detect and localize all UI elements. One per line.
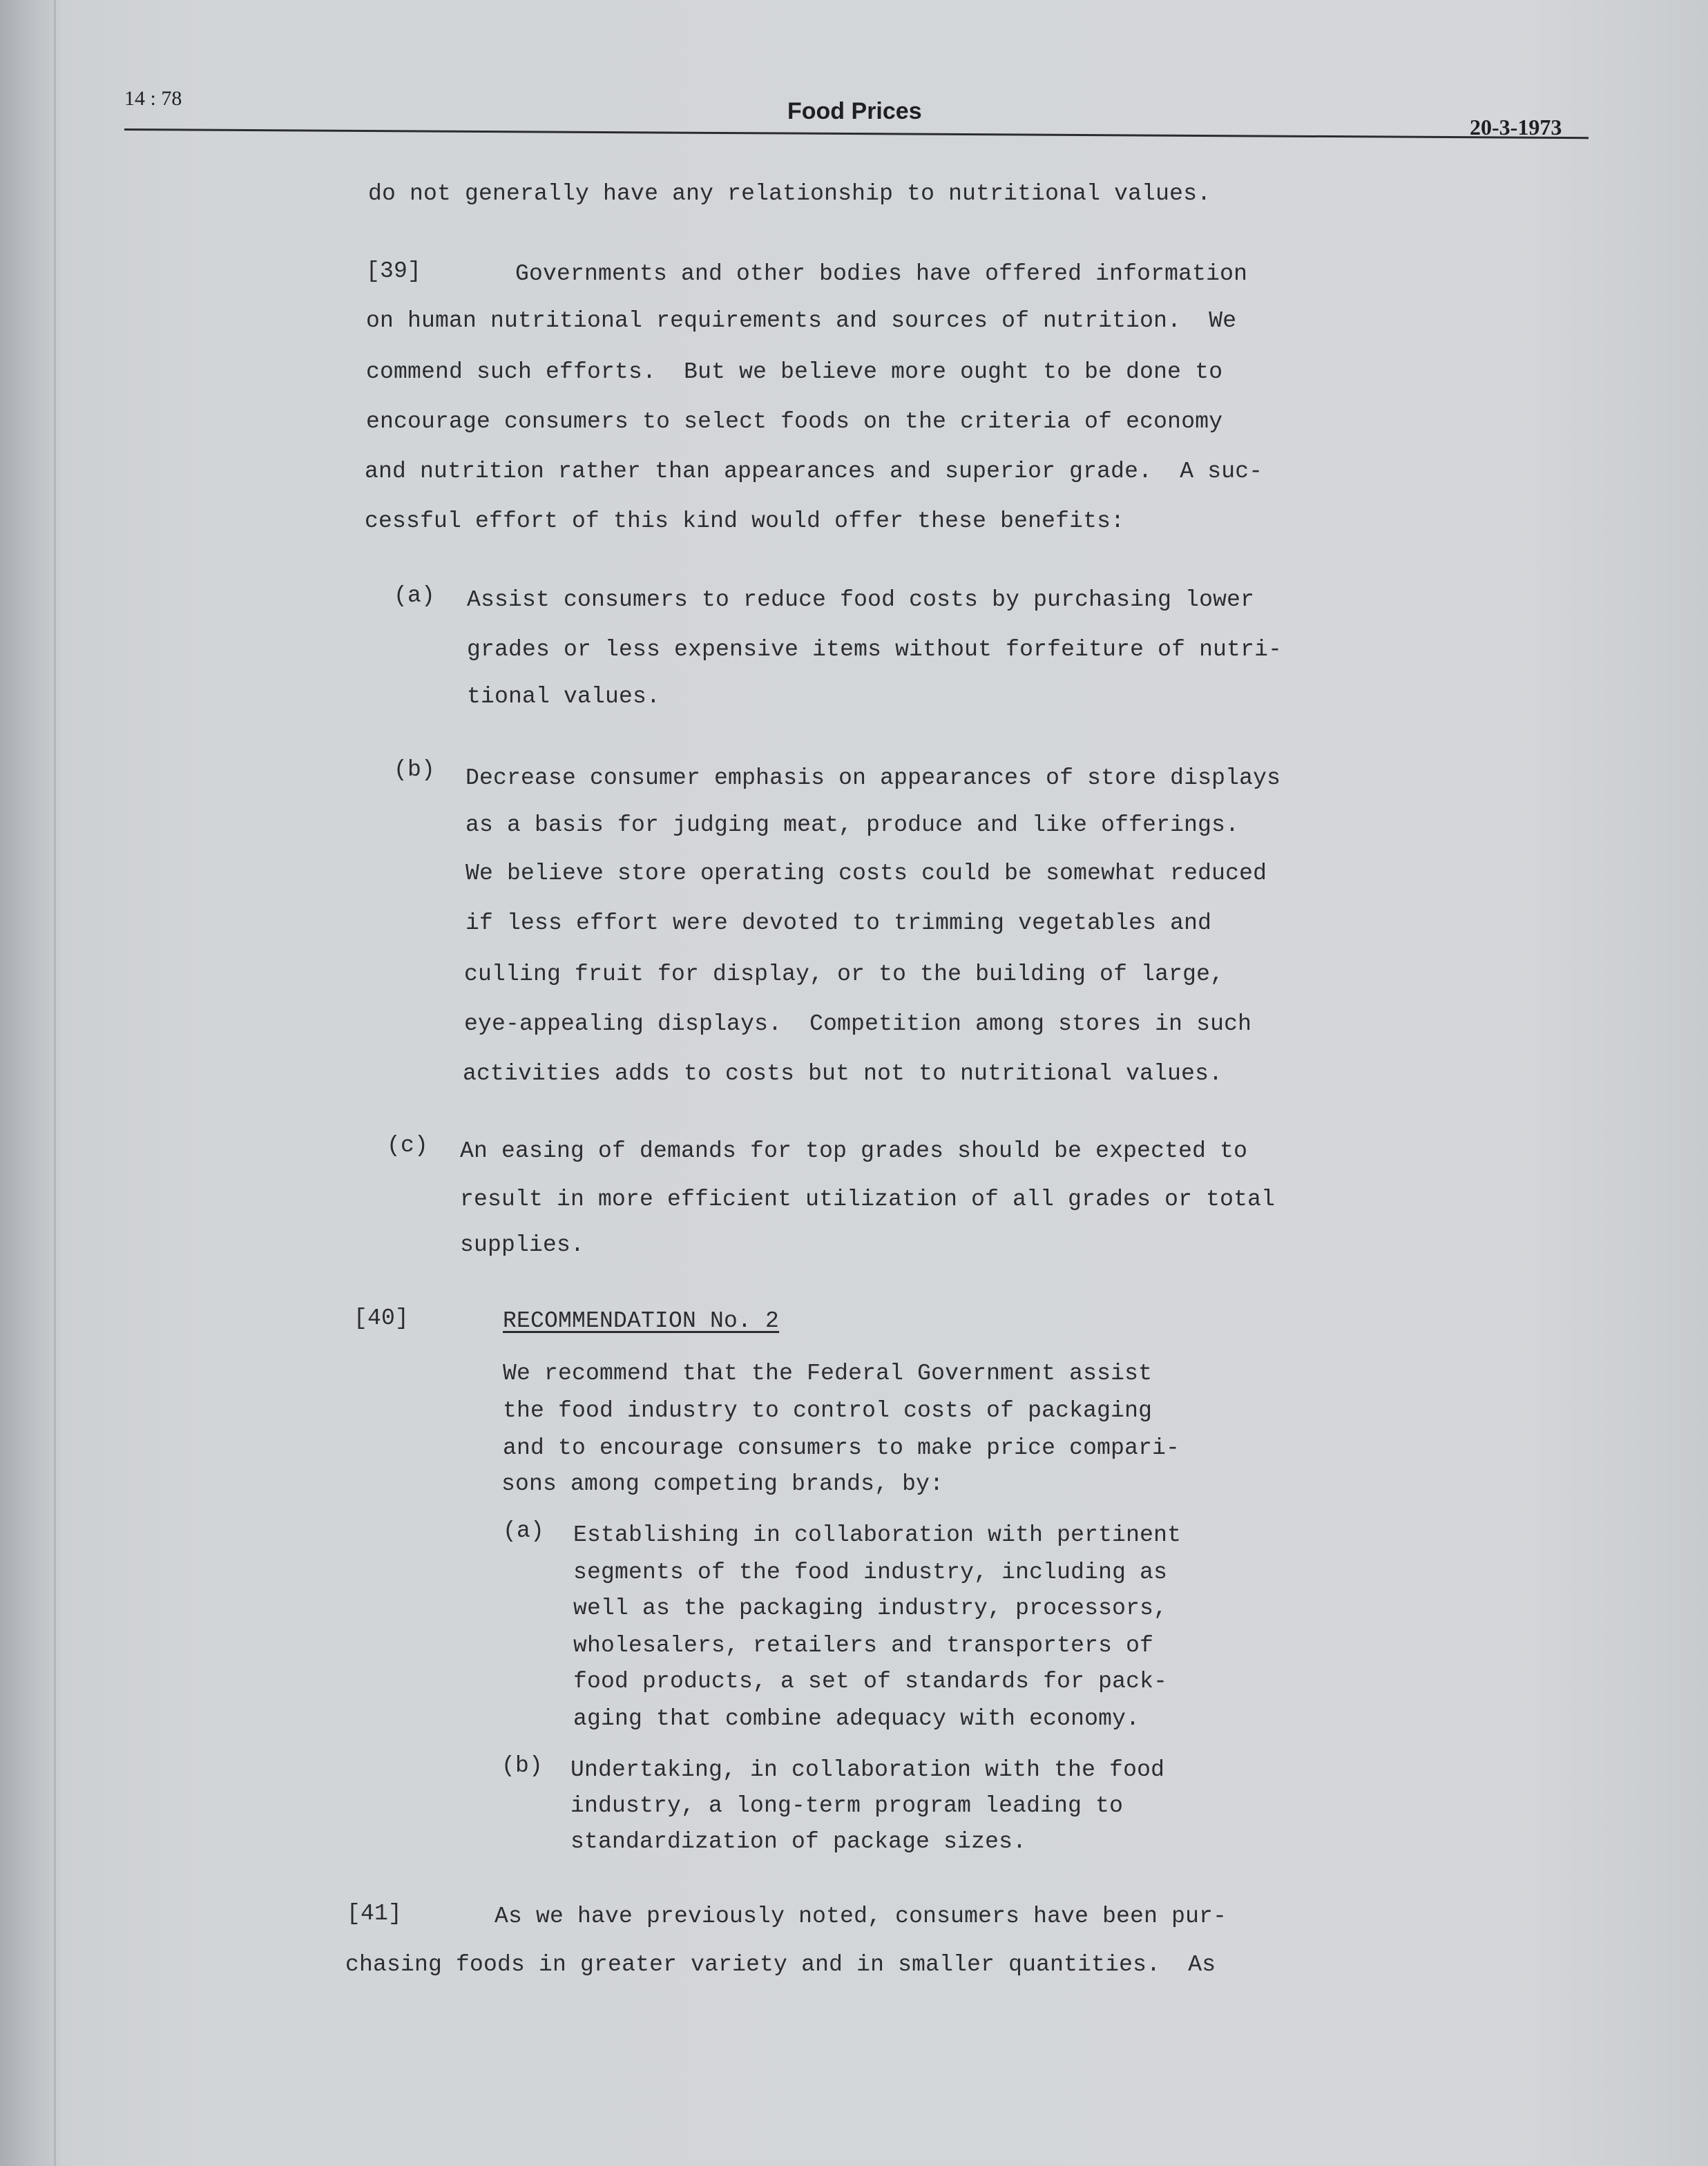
paragraph-number: [39] bbox=[366, 258, 422, 284]
text-line: tional values. bbox=[467, 684, 661, 709]
text-line: result in more efficient utilization of all grades or total bbox=[460, 1187, 1276, 1212]
text-line: on human nutritional requirements and sources of nutrition. We bbox=[366, 308, 1237, 334]
text-line: Establishing in collaboration with pertinent bbox=[573, 1522, 1182, 1548]
recommendation-heading: RECOMMENDATION No. 2 bbox=[503, 1308, 780, 1334]
text-line: if less effort were devoted to trimming vegetables and bbox=[466, 910, 1212, 936]
running-title: Food Prices bbox=[787, 98, 922, 124]
paragraph-number: [41] bbox=[347, 1901, 403, 1926]
text-line: chasing foods in greater variety and in smaller quantities. As bbox=[345, 1952, 1216, 1977]
text-line: supplies. bbox=[460, 1232, 585, 1258]
text-line: We believe store operating costs could be somewhat reduced bbox=[466, 861, 1267, 886]
list-marker: (a) bbox=[503, 1518, 545, 1544]
text-line: commend such efforts. But we believe more ought to be done to bbox=[366, 359, 1223, 385]
text-line: cessful effort of this kind would offer these benefits: bbox=[365, 508, 1125, 534]
list-marker: (a) bbox=[394, 583, 436, 608]
text-line: segments of the food industry, including as bbox=[573, 1560, 1168, 1585]
text-line: industry, a long-term program leading to bbox=[570, 1793, 1124, 1819]
text-line: sons among competing brands, by: bbox=[501, 1471, 944, 1497]
text-line: encourage consumers to select foods on the criteria of economy bbox=[366, 409, 1223, 434]
text-line: grades or less expensive items without forfeiture of nutri- bbox=[467, 637, 1283, 662]
text-line: We recommend that the Federal Government assist bbox=[503, 1361, 1153, 1386]
page-stack-edge bbox=[0, 0, 62, 2166]
text-line: Governments and other bodies have offered information bbox=[515, 261, 1248, 287]
text-line: as a basis for judging meat, produce and like offerings. bbox=[466, 812, 1240, 838]
list-marker: (c) bbox=[387, 1133, 429, 1158]
text-line: the food industry to control costs of packaging bbox=[503, 1398, 1153, 1424]
text-line: activities adds to costs but not to nutritional values. bbox=[463, 1061, 1223, 1086]
text-line: and to encourage consumers to make price compari- bbox=[503, 1435, 1180, 1461]
text-line: As we have previously noted, consumers have been pur- bbox=[495, 1904, 1227, 1929]
text-line: aging that combine adequacy with economy. bbox=[573, 1706, 1140, 1732]
paragraph-number: [40] bbox=[354, 1305, 410, 1331]
text-line: Undertaking, in collaboration with the food bbox=[570, 1757, 1165, 1783]
text-line: food products, a set of standards for pack- bbox=[573, 1669, 1168, 1694]
text-line: Decrease consumer emphasis on appearances of store displays bbox=[466, 765, 1281, 791]
page-number: 14 : 78 bbox=[124, 87, 182, 110]
page-edge-line bbox=[54, 0, 56, 2166]
text-line: Assist consumers to reduce food costs by purchasing lower bbox=[467, 587, 1255, 613]
text-line: well as the packaging industry, processors, bbox=[573, 1595, 1168, 1621]
text-line: wholesalers, retailers and transporters of bbox=[573, 1633, 1154, 1658]
list-marker: (b) bbox=[501, 1753, 544, 1779]
header-date: 20-3-1973 bbox=[1470, 115, 1562, 140]
text-line: do not generally have any relationship to nutritional values. bbox=[368, 181, 1211, 207]
text-line: eye-appealing displays. Competition among stores in such bbox=[464, 1011, 1252, 1037]
list-marker: (b) bbox=[394, 757, 436, 783]
text-line: An easing of demands for top grades should be expected to bbox=[460, 1138, 1248, 1164]
text-line: culling fruit for display, or to the building of large, bbox=[464, 961, 1225, 987]
text-line: standardization of package sizes. bbox=[570, 1829, 1027, 1854]
text-line: and nutrition rather than appearances and superior grade. A suc- bbox=[365, 459, 1263, 484]
